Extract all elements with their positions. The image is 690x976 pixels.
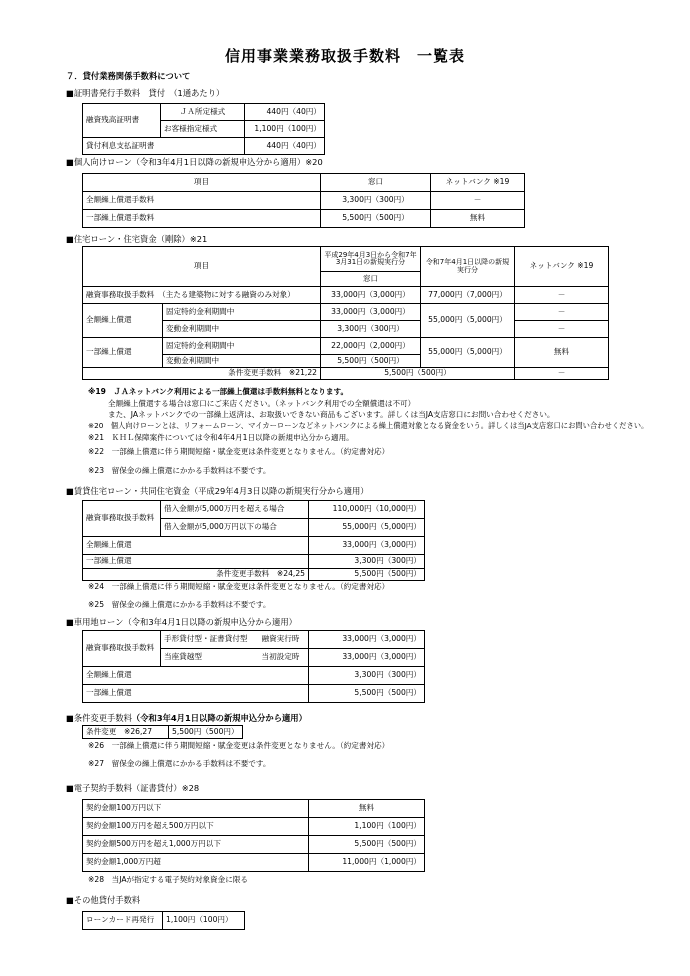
fee-period-1: 5,500円（500円） bbox=[321, 355, 421, 368]
change-label: 条件変更 ※26,27 bbox=[83, 726, 169, 739]
timing: 当初設定時 bbox=[259, 649, 309, 667]
fee-period-1: 33,000円（3,000円） bbox=[321, 287, 421, 304]
note-text: ※23 留保金の繰上償還にかかる手数料は不要です。 bbox=[88, 466, 271, 475]
col-window: 窓口 bbox=[321, 272, 421, 287]
fee-net: － bbox=[515, 304, 609, 321]
vehicle-table bbox=[82, 630, 425, 703]
econtract-fee: 1,100円（100円） bbox=[309, 818, 425, 836]
personal-table bbox=[82, 173, 525, 228]
econtract-table bbox=[82, 799, 425, 872]
col-item: 項目 bbox=[83, 247, 321, 287]
fee-net: － bbox=[515, 287, 609, 304]
cert-interest-label: 貸付利息支払証明書 bbox=[83, 138, 245, 155]
table-row-label: 契約金額100万円以下 bbox=[83, 800, 309, 818]
other-heading: ■その他貸付手数料 bbox=[66, 895, 141, 905]
fee-net: － bbox=[515, 321, 609, 338]
note-text: ※20 個人向けローンとは、リフォームローン、マイカーローンなどネットバンクによる繰上償還対象となる資金をいう。詳しくは当JA支店窓口にお問い合わせください。 bbox=[88, 421, 649, 430]
under-label: 借入金額が5,000万円以下の場合 bbox=[161, 519, 309, 537]
fixed-rate-label: 固定特約金利期間中 bbox=[163, 338, 321, 355]
variable-rate-label: 変動金利期間中 bbox=[163, 321, 321, 338]
fee-period-2: 55,000円（5,000円） bbox=[421, 304, 515, 338]
other-table bbox=[82, 911, 245, 930]
full-repay-label: 全額繰上償還 bbox=[83, 304, 163, 338]
econtract-fee: 無料 bbox=[309, 800, 425, 818]
note-text: ※27 留保金の繰上償還にかかる手数料は不要です。 bbox=[88, 759, 271, 768]
full-repay-label: 全額繰上償還 bbox=[83, 537, 309, 555]
cert-row-name: お客様指定様式 bbox=[161, 121, 245, 138]
fee-period-2: 77,000円（7,000円） bbox=[421, 287, 515, 304]
table-row-label: 一部繰上償還手数料 bbox=[83, 210, 321, 228]
fee-period-1: 3,300円（300円） bbox=[321, 321, 421, 338]
under-fee: 55,000円（5,000円） bbox=[309, 519, 425, 537]
window-fee: 5,500円（500円） bbox=[321, 210, 431, 228]
housing-heading: ■住宅ローン・住宅資金（剛除）※21 bbox=[66, 234, 208, 244]
econtract-fee: 11,000円（1,000円） bbox=[309, 854, 425, 872]
table-row-label: 全額繰上償還手数料 bbox=[83, 192, 321, 210]
cert-balance-label: 融資残高証明書 bbox=[83, 104, 161, 138]
housing-table bbox=[82, 246, 609, 380]
col-item: 項目 bbox=[83, 174, 321, 192]
cert-row-fee: 1,100円（100円） bbox=[245, 121, 325, 138]
window-fee: 3,300円（300円） bbox=[321, 192, 431, 210]
note-text: ※28 当JAが指定する電子契約対象資金に限る bbox=[88, 875, 249, 884]
col-period-1: 平成29年4月3日から令和7年3月31日の新規実行分 bbox=[321, 247, 421, 272]
loan-type: 当座貸越型 bbox=[161, 649, 259, 667]
section-heading: ７．貸付業務関係手数料について bbox=[66, 71, 191, 81]
page-title: 信用事業業務取扱手数料 一覧表 bbox=[224, 47, 465, 65]
note-text: ※26 一部繰上償還に伴う期間短縮・賦金変更は条件変更となりません。（約定書対応） bbox=[88, 741, 390, 750]
change-table bbox=[82, 725, 243, 739]
cert-row-name: ＪＡ所定様式 bbox=[161, 104, 245, 121]
change-heading bbox=[66, 714, 307, 723]
change-fee-label: 条件変更手数料 ※21,22 bbox=[83, 368, 321, 380]
change-fee: 5,500円（500円） bbox=[321, 368, 515, 380]
part-repay-label: 一部繰上償還 bbox=[83, 338, 163, 368]
fee-period-2: 55,000円（5,000円） bbox=[421, 338, 515, 368]
part-repay-label: 一部繰上償還 bbox=[83, 685, 309, 703]
fixed-rate-label: 固定特約金利期間中 bbox=[163, 304, 321, 321]
table-row-label: 契約金額1,000万円超 bbox=[83, 854, 309, 872]
note-text: ※22 一部繰上償還に伴う期間短縮・賦金変更は条件変更となりません。（約定書対応） bbox=[88, 447, 390, 456]
note-text: また、JAネットバンクでの一部繰上返済は、お取扱いできない商品もございます。詳しくは当JA支店窓口にお問い合わせください。 bbox=[108, 410, 555, 419]
col-net: ネットバンク ※19 bbox=[431, 174, 525, 192]
part-repay-fee: 5,500円（500円） bbox=[309, 685, 425, 703]
table-row-label: 契約金額500万円を超え1,000万円以下 bbox=[83, 836, 309, 854]
net-fee: － bbox=[431, 192, 525, 210]
full-repay-fee: 3,300円（300円） bbox=[309, 667, 425, 685]
net-fee: 無料 bbox=[431, 210, 525, 228]
fee-period-1: 33,000円（3,000円） bbox=[321, 304, 421, 321]
note-text: ※19 ＪＡネットバンク利用による一部繰上償還は手数料無料となります。 bbox=[88, 387, 349, 396]
over-label: 借入金額が5,000万円を超える場合 bbox=[161, 501, 309, 519]
vehicle-heading: ■車用地ローン（令和3年4月1日以降の新規申込分から適用） bbox=[66, 617, 297, 627]
econtract-fee: 5,500円（500円） bbox=[309, 836, 425, 854]
fee-net: － bbox=[515, 368, 609, 380]
rental-heading: ■賃貸住宅ローン・共同住宅資金（平成29年4月3日以降の新規実行分から適用） bbox=[66, 486, 369, 496]
rental-fee-label: 融資事務取扱手数料 bbox=[83, 501, 161, 537]
personal-heading: ■個人向けローン（令和3年4月1日以降の新規申込分から適用）※20 bbox=[66, 157, 323, 167]
cert-heading: ■証明書発行手数料 貸付 （1通あたり） bbox=[66, 88, 225, 98]
loan-type: 手形貸付型・証書貸付型 bbox=[161, 631, 259, 649]
col-net: ネットバンク ※19 bbox=[515, 247, 609, 287]
full-repay-label: 全額繰上償還 bbox=[83, 667, 309, 685]
part-repay-fee: 3,300円（300円） bbox=[309, 555, 425, 569]
full-repay-fee: 33,000円（3,000円） bbox=[309, 537, 425, 555]
change-heading-a: ■条件変更手数料 bbox=[66, 713, 132, 723]
fee-period-1: 22,000円（2,000円） bbox=[321, 338, 421, 355]
cert-table bbox=[82, 103, 325, 155]
note-text: ※24 一部繰上償還に伴う期間短縮・賦金変更は条件変更となりません。（約定書対応） bbox=[88, 582, 390, 591]
vehicle-fee: 33,000円（3,000円） bbox=[309, 649, 425, 667]
housing-fee-label: 融資事務取扱手数料 （主たる建築物に対する融資のみ対象） bbox=[83, 287, 321, 304]
note-text: ※21 ＫＨＬ保障案件については令和4年4月1日以降の新規申込分から適用。 bbox=[88, 433, 354, 442]
other-label: ローンカード再発行 bbox=[83, 912, 163, 930]
note-text: ※25 留保金の繰上償還にかかる手数料は不要です。 bbox=[88, 600, 271, 609]
note bbox=[88, 388, 348, 396]
fee-net: 無料 bbox=[515, 338, 609, 368]
rental-table bbox=[82, 500, 425, 581]
note-text: 全額繰上償還する場合は窓口にご来店ください。（ネットバンク利用での全額償還は不可） bbox=[108, 399, 416, 408]
change-fee-label: 条件変更手数料 ※24,25 bbox=[83, 569, 309, 581]
change-fee: 5,500円（500円） bbox=[309, 569, 425, 581]
variable-rate-label: 変動金利期間中 bbox=[163, 355, 321, 368]
other-fee: 1,100円（100円） bbox=[163, 912, 245, 930]
timing: 融資実行時 bbox=[259, 631, 309, 649]
col-period-2: 令和7年4月1日以降の新規実行分 bbox=[421, 247, 515, 287]
vehicle-fee-label: 融資事務取扱手数料 bbox=[83, 631, 161, 667]
cert-interest-fee: 440円（40円） bbox=[245, 138, 325, 155]
change-heading-b: （令和3年4月1日以降の新規申込分から適用） bbox=[131, 713, 307, 723]
table-row-label: 契約金額100万円を超え500万円以下 bbox=[83, 818, 309, 836]
vehicle-fee: 33,000円（3,000円） bbox=[309, 631, 425, 649]
col-window: 窓口 bbox=[321, 174, 431, 192]
part-repay-label: 一部繰上償還 bbox=[83, 555, 309, 569]
econtract-heading: ■電子契約手数料（証書貸付）※28 bbox=[66, 783, 200, 793]
over-fee: 110,000円（10,000円） bbox=[309, 501, 425, 519]
cert-row-fee: 440円（40円） bbox=[245, 104, 325, 121]
change-fee: 5,500円（500円） bbox=[169, 726, 243, 739]
